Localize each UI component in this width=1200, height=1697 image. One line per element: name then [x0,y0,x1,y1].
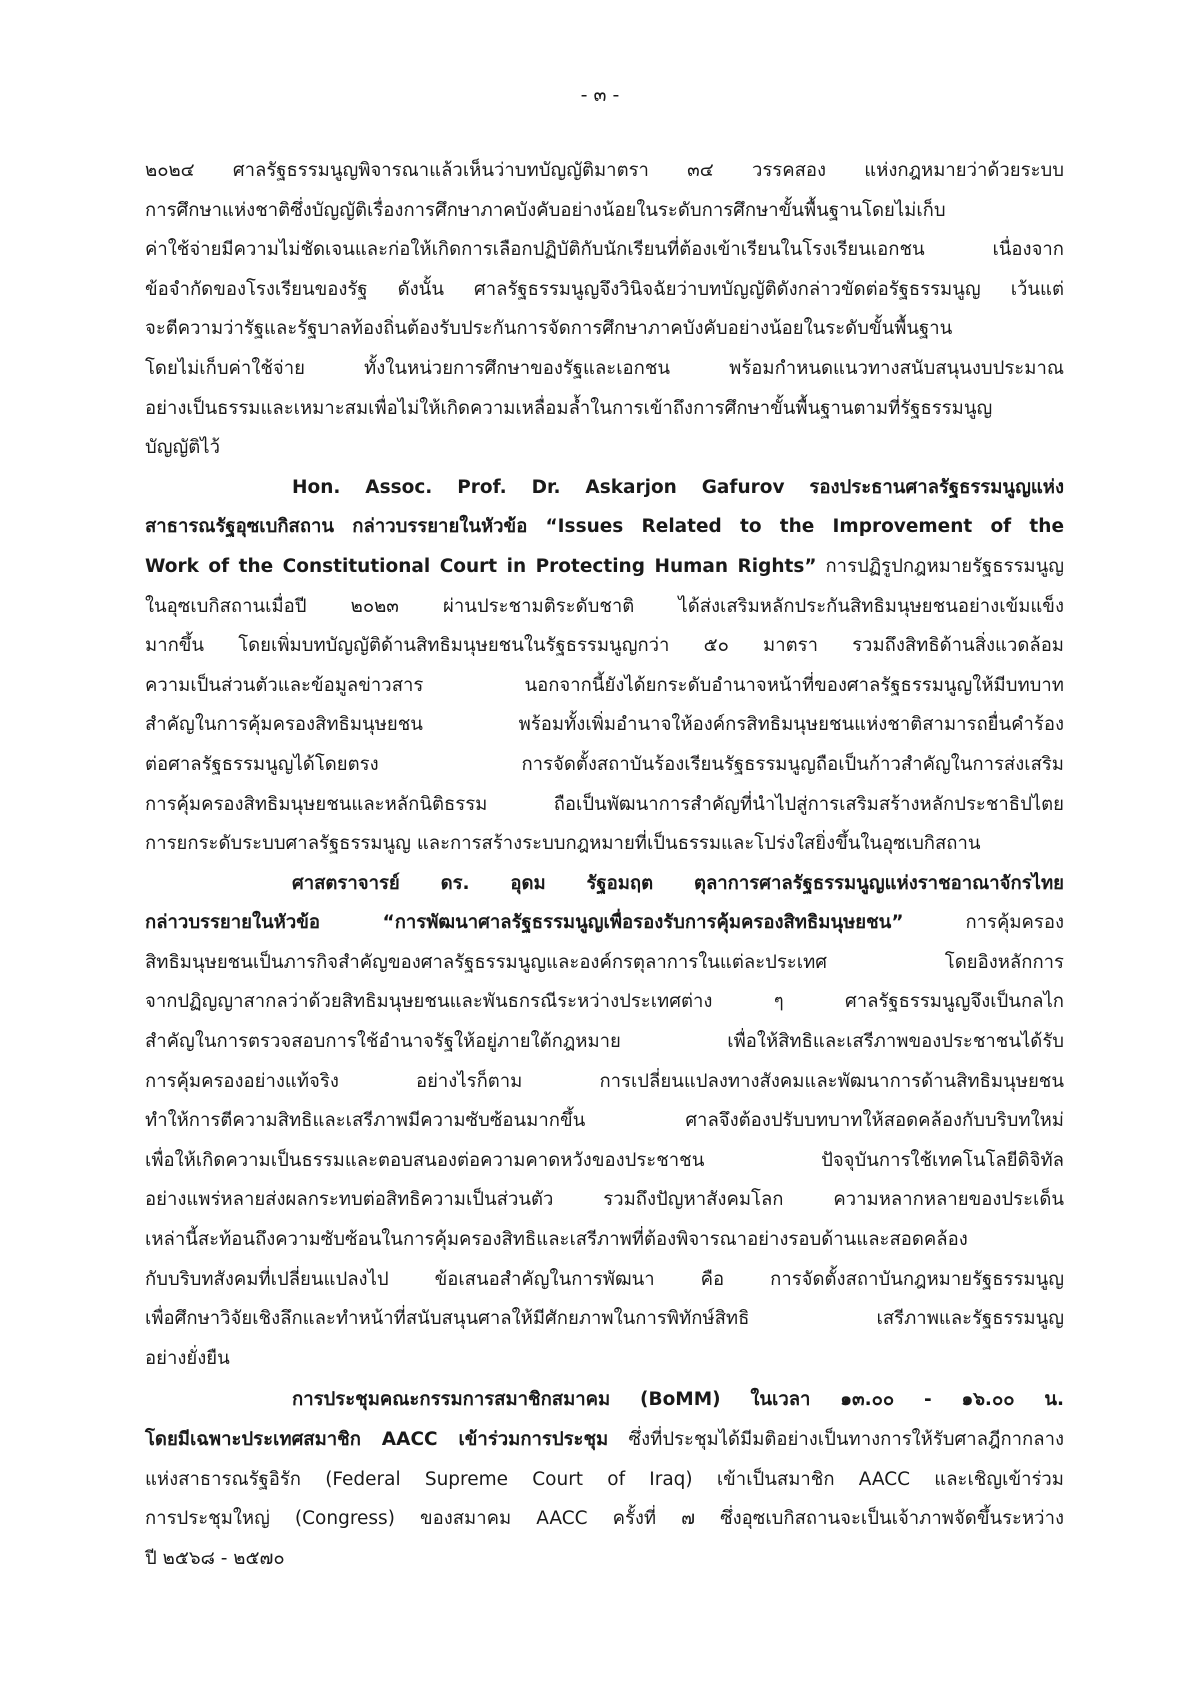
body-text: การประชุมใหญ่ (Congress) ของสมาคม AACC ครั้งที่ ๗ ซึ่งอุซเบกิสถานจะเป็นเจ้าภาพจัดขึ้นระหว่าง [145,1508,1064,1530]
body-text: อย่างแพร่หลายส่งผลกระทบต่อสิทธิความเป็นส่วนตัว รวมถึงปัญหาสังคมโลก ความหลากหลายของประเด็น [145,1189,1064,1211]
text-line [145,507,1064,547]
text-line [145,1420,1064,1460]
paragraph [145,151,1064,468]
body-text: อย่างเป็นธรรมและเหมาะสมเพื่อไม่ให้เกิดความเหลื่อมล้ำในการเข้าถึงการศึกษาขั้นพื้นฐานตามที่รัฐธรรมนูญ [145,397,993,419]
body-text: จากปฏิญญาสากลว่าด้วยสิทธิมนุษยชนและพันธกรณีระหว่างประเทศต่าง ๆ ศาลรัฐธรรมนูญจึงเป็นกลไก [145,991,1064,1013]
text-line [145,1339,1064,1379]
text-line [145,1460,1064,1500]
paragraph [145,864,1064,1379]
document-body [145,151,1064,1578]
text-line [145,943,1064,983]
bold-text: การประชุมคณะกรรมการสมาชิกสมาคม (BoMM) ในเวลา ๑๓.๐๐ - ๑๖.๐๐ น. [292,1389,1064,1411]
text-line [145,389,1064,429]
text-line [145,666,1064,706]
bold-text: กล่าวบรรยายในหัวข้อ “การพัฒนาศาลรัฐธรรมนูญเพื่อรองรับการคุ้มครองสิทธิมนุษยชน” [145,912,904,934]
body-text: สิทธิมนุษยชนเป็นภารกิจสำคัญของศาลรัฐธรรมนูญและองค์กรตุลาการในแต่ละประเทศ โดยอิงหลักการ [145,951,1064,973]
body-text: การคุ้มครอง [903,912,1065,934]
body-text: ในอุซเบกิสถานเมื่อปี ๒๐๒๓ ผ่านประชามติระดับชาติ ได้ส่งเสริมหลักประกันสิทธิมนุษยชนอย่างเข้มแข็ง [145,595,1064,617]
page-number: - ๓ - [580,84,620,106]
body-text: อย่างยั่งยืน [145,1347,230,1369]
paragraph [145,1380,1064,1578]
body-text: โดยไม่เก็บค่าใช้จ่าย ทั้งในหน่วยการศึกษาของรัฐและเอกชน พร้อมกำหนดแนวทางสนับสนุนงบประมาณ [145,357,1064,379]
text-line [145,903,1064,943]
bold-text: โดยมีเฉพาะประเทศสมาชิก AACC เข้าร่วมการประชุม [145,1429,609,1450]
body-text: กับบริบทสังคมที่เปลี่ยนแปลงไป ข้อเสนอสำคัญในการพัฒนา คือ การจัดตั้งสถาบันกฎหมายรัฐธรรมนูญ [145,1268,1064,1290]
body-text: ทำให้การตีความสิทธิและเสรีภาพมีความซับซ้อนมากขึ้น ศาลจึงต้องปรับบทบาทให้สอดคล้องกับบริบทใหม่ [145,1110,1064,1132]
text-line [145,151,1064,191]
body-text: ความเป็นส่วนตัวและข้อมูลข่าวสาร นอกจากนี้ยังได้ยกระดับอำนาจหน้าที่ของศาลรัฐธรรมนูญให้มีบทบาท [145,674,1064,696]
text-line [145,705,1064,745]
text-line [145,1499,1064,1539]
body-text: แห่งสาธารณรัฐอิรัก (Federal Supreme Court of Iraq) เข้าเป็นสมาชิก AACC และเชิญเข้าร่วม [145,1468,1064,1490]
paragraph [145,468,1064,864]
bold-text: สาธารณรัฐอุซเบกิสถาน กล่าวบรรยายในหัวข้อ “Issues Related to the Improvement of the [145,516,1064,538]
body-text: การคุ้มครองสิทธิมนุษยชนและหลักนิติธรรม ถือเป็นพัฒนาการสำคัญที่นำไปสู่การเสริมสร้างหลักประชาธิปไตย [145,793,1064,815]
text-line [145,587,1064,627]
bold-text: Hon. Assoc. Prof. Dr. Askarjon Gafurov รองประธานศาลรัฐธรรมนูญแห่ง [292,476,1064,498]
text-line [145,982,1064,1022]
body-text: ๒๐๒๔ ศาลรัฐธรรมนูญพิจารณาแล้วเห็นว่าบทบัญญัติมาตรา ๓๔ วรรคสอง แห่งกฎหมายว่าด้วยระบบ [145,160,1064,181]
body-text: มากขึ้น โดยเพิ่มบทบัญญัติด้านสิทธิมนุษยชนในรัฐธรรมนูญกว่า ๕๐ มาตรา รวมถึงสิทธิด้านสิ่งแวดล้อม [145,635,1064,657]
text-line [145,309,1064,349]
body-text: บัญญัติไว้ [145,437,220,459]
body-text: ซึ่งที่ประชุมได้มีมติอย่างเป็นทางการให้รับศาลฎีกากลาง [608,1429,1064,1450]
text-line [145,785,1064,825]
text-line [145,1022,1064,1062]
body-text: เพื่อให้เกิดความเป็นธรรมและตอบสนองต่อความคาดหวังของประชาชน ปัจจุบันการใช้เทคโนโลยีดิจิทัล [145,1149,1064,1171]
text-line [145,191,1064,231]
text-line [145,1062,1064,1102]
body-text: เหล่านี้สะท้อนถึงความซับซ้อนในการคุ้มครองสิทธิและเสรีภาพที่ต้องพิจารณาอย่างรอบด้านและสอดคล้อง [145,1229,968,1251]
text-line [145,1380,1064,1420]
bold-text: Work of the Constitutional Court in Protecting Human Rights” [145,555,817,577]
text-line [145,1299,1064,1339]
text-line [145,745,1064,785]
body-text: ปี ๒๕๖๘ - ๒๕๗๐ [145,1547,285,1569]
body-text: การปฏิรูปกฎหมายรัฐธรรมนูญ [816,555,1064,577]
text-line [145,1141,1064,1181]
text-line [145,1220,1064,1260]
body-text: จะตีความว่ารัฐและรัฐบาลท้องถิ่นต้องรับประกันการจัดการศึกษาภาคบังคับอย่างน้อยในระดับขั้นพื้นฐาน [145,318,953,340]
body-text: สำคัญในการคุ้มครองสิทธิมนุษยชน พร้อมทั้งเพิ่มอำนาจให้องค์กรสิทธิมนุษยชนแห่งชาติสามารถยื่นคำร้อง [145,714,1064,736]
body-text: ต่อศาลรัฐธรรมนูญได้โดยตรง การจัดตั้งสถาบันร้องเรียนรัฐธรรมนูญถือเป็นก้าวสำคัญในการส่งเสริม [145,753,1064,775]
body-text: เพื่อศึกษาวิจัยเชิงลึกและทำหน้าที่สนับสนุนศาลให้มีศักยภาพในการพิทักษ์สิทธิ เสรีภาพและรัฐธรรมนูญ [145,1308,1064,1330]
body-text: การคุ้มครองอย่างแท้จริง อย่างไรก็ตาม การเปลี่ยนแปลงทางสังคมและพัฒนาการด้านสิทธิมนุษยชน [145,1070,1064,1092]
text-line [145,230,1064,270]
text-line [145,547,1064,587]
body-text: ข้อจำกัดของโรงเรียนของรัฐ ดังนั้น ศาลรัฐธรรมนูญจึงวินิจฉัยว่าบทบัญญัติดังกล่าวขัดต่อรัฐธรรมนูญ เว้นแต่ [145,278,1064,300]
text-line [145,1539,1064,1579]
text-line [145,1180,1064,1220]
text-line [145,1260,1064,1300]
text-line [145,428,1064,468]
text-line [145,824,1064,864]
text-line [145,864,1064,904]
text-line [145,626,1064,666]
body-text: การศึกษาแห่งชาติซึ่งบัญญัติเรื่องการศึกษาภาคบังคับอย่างน้อยในระดับการศึกษาขั้นพื้นฐานโดยไม่เก็บ [145,199,946,221]
text-line [145,270,1064,310]
body-text: การยกระดับระบบศาลรัฐธรรมนูญ และการสร้างระบบกฎหมายที่เป็นธรรมและโปร่งใสยิ่งขึ้นในอุซเบกิสถาน [145,833,981,855]
text-line [145,349,1064,389]
text-line [145,1101,1064,1141]
body-text: สำคัญในการตรวจสอบการใช้อำนาจรัฐให้อยู่ภายใต้กฎหมาย เพื่อให้สิทธิและเสรีภาพของประชาชนได้รับ [145,1031,1064,1053]
body-text: ค่าใช้จ่ายมีความไม่ชัดเจนและก่อให้เกิดการเลือกปฏิบัติกับนักเรียนที่ต้องเข้าเรียนในโรงเรียนเอกชน เนื่องจาก [145,239,1064,261]
text-line [145,468,1064,508]
bold-text: ศาสตราจารย์ ดร. อุดม รัฐอมฤต ตุลาการศาลรัฐธรรมนูญแห่งราชอาณาจักรไทย [292,872,1064,894]
